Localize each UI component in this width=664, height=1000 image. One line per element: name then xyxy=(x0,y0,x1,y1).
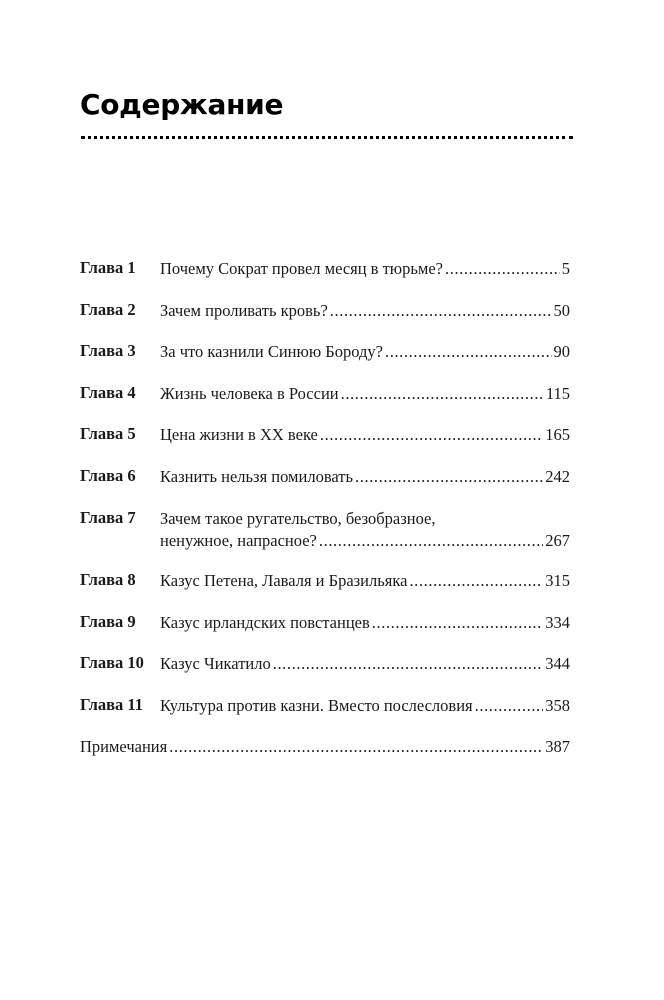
toc-entry[interactable] xyxy=(80,466,570,508)
entry-body xyxy=(160,570,570,612)
toc-entry[interactable] xyxy=(80,570,570,612)
page-number: 387 xyxy=(545,737,570,757)
page-title: Содержание xyxy=(80,88,284,121)
leader-dots xyxy=(372,612,543,634)
entry-line xyxy=(160,653,570,675)
entry-line xyxy=(160,466,570,488)
entry-title: Жизнь человека в России xyxy=(160,383,339,403)
entry-line xyxy=(160,424,570,446)
page-number: 242 xyxy=(545,466,570,486)
toc-entry[interactable] xyxy=(80,508,570,571)
leader-dots xyxy=(445,258,560,280)
page-number: 90 xyxy=(553,342,570,362)
chapter-label: Глава 1 xyxy=(80,258,136,277)
dotted-divider xyxy=(81,136,573,139)
toc-entry[interactable] xyxy=(80,258,570,300)
entry-body xyxy=(160,383,570,425)
toc-entry[interactable] xyxy=(80,695,570,737)
page-number: 334 xyxy=(545,612,570,632)
entry-title: Зачем проливать кровь? xyxy=(160,300,328,320)
leader-dots xyxy=(320,424,543,446)
leader-dots xyxy=(273,653,544,675)
entry-body xyxy=(160,653,570,695)
entry-title: ненужное, напрасное? xyxy=(160,530,317,550)
entry-body xyxy=(160,300,570,342)
leader-dots xyxy=(355,466,543,488)
entry-body xyxy=(160,466,570,508)
page-number: 267 xyxy=(545,530,570,550)
toc-entry-notes[interactable] xyxy=(80,736,570,778)
entry-line xyxy=(80,736,570,758)
page-number: 165 xyxy=(545,425,570,445)
entry-title: Примечания xyxy=(80,737,168,757)
entry-line xyxy=(160,695,570,717)
table-of-contents xyxy=(80,258,570,778)
page-number: 315 xyxy=(545,571,570,591)
leader-dots xyxy=(169,736,543,758)
entry-line xyxy=(160,570,570,592)
chapter-label: Глава 5 xyxy=(80,424,136,444)
entry-body xyxy=(160,508,570,571)
entry-body xyxy=(80,736,570,778)
leader-dots xyxy=(475,695,544,717)
entry-line xyxy=(160,612,570,634)
chapter-label: Глава 11 xyxy=(80,694,144,714)
page-number: 50 xyxy=(553,300,570,320)
entry-title-line1: Зачем такое ругательство, безобразное, xyxy=(160,508,436,528)
entry-line xyxy=(160,300,570,322)
entry-title: Казус Чикатило xyxy=(160,654,271,674)
leader-dots xyxy=(409,570,543,592)
page-number: 358 xyxy=(545,695,570,715)
entry-line xyxy=(160,530,570,552)
page-number: 344 xyxy=(545,654,570,674)
entry-title: Цена жизни в XX веке xyxy=(160,425,318,445)
toc-entry[interactable] xyxy=(80,424,570,466)
chapter-label: Глава 7 xyxy=(80,507,136,527)
entry-body xyxy=(160,695,570,737)
entry-title: Почему Сократ провел месяц в тюрьме? xyxy=(160,259,443,278)
entry-line xyxy=(160,383,570,405)
chapter-label: Глава 4 xyxy=(80,382,136,402)
toc-entry[interactable] xyxy=(80,653,570,695)
leader-dots xyxy=(319,530,543,552)
entry-line xyxy=(160,341,570,363)
page-number: 5 xyxy=(561,259,570,278)
toc-entry[interactable] xyxy=(80,383,570,425)
leader-dots xyxy=(341,383,544,405)
entry-title: Казнить нельзя помиловать xyxy=(160,466,354,486)
entry-title: За что казнили Синюю Бороду? xyxy=(160,342,383,362)
entry-title: Казус Петена, Лаваля и Бразильяка xyxy=(160,571,408,591)
entry-title: Казус ирландских повстанцев xyxy=(160,612,370,632)
entry-line xyxy=(160,258,570,280)
chapter-label: Глава 8 xyxy=(80,570,136,590)
entry-body xyxy=(160,341,570,383)
toc-entry[interactable] xyxy=(80,341,570,383)
entry-body xyxy=(160,612,570,654)
entry-body xyxy=(160,258,570,300)
toc-entry[interactable] xyxy=(80,300,570,342)
chapter-label: Глава 10 xyxy=(80,653,144,673)
toc-entry[interactable] xyxy=(80,612,570,654)
entry-title: Культура против казни. Вместо послесловия xyxy=(160,695,473,715)
page-number: 115 xyxy=(545,383,570,403)
chapter-label: Глава 6 xyxy=(80,465,136,485)
entry-body xyxy=(160,424,570,466)
chapter-label: Глава 2 xyxy=(80,299,136,319)
leader-dots xyxy=(330,300,552,322)
chapter-label: Глава 3 xyxy=(80,341,136,361)
chapter-label: Глава 9 xyxy=(80,611,136,631)
leader-dots xyxy=(385,341,552,363)
